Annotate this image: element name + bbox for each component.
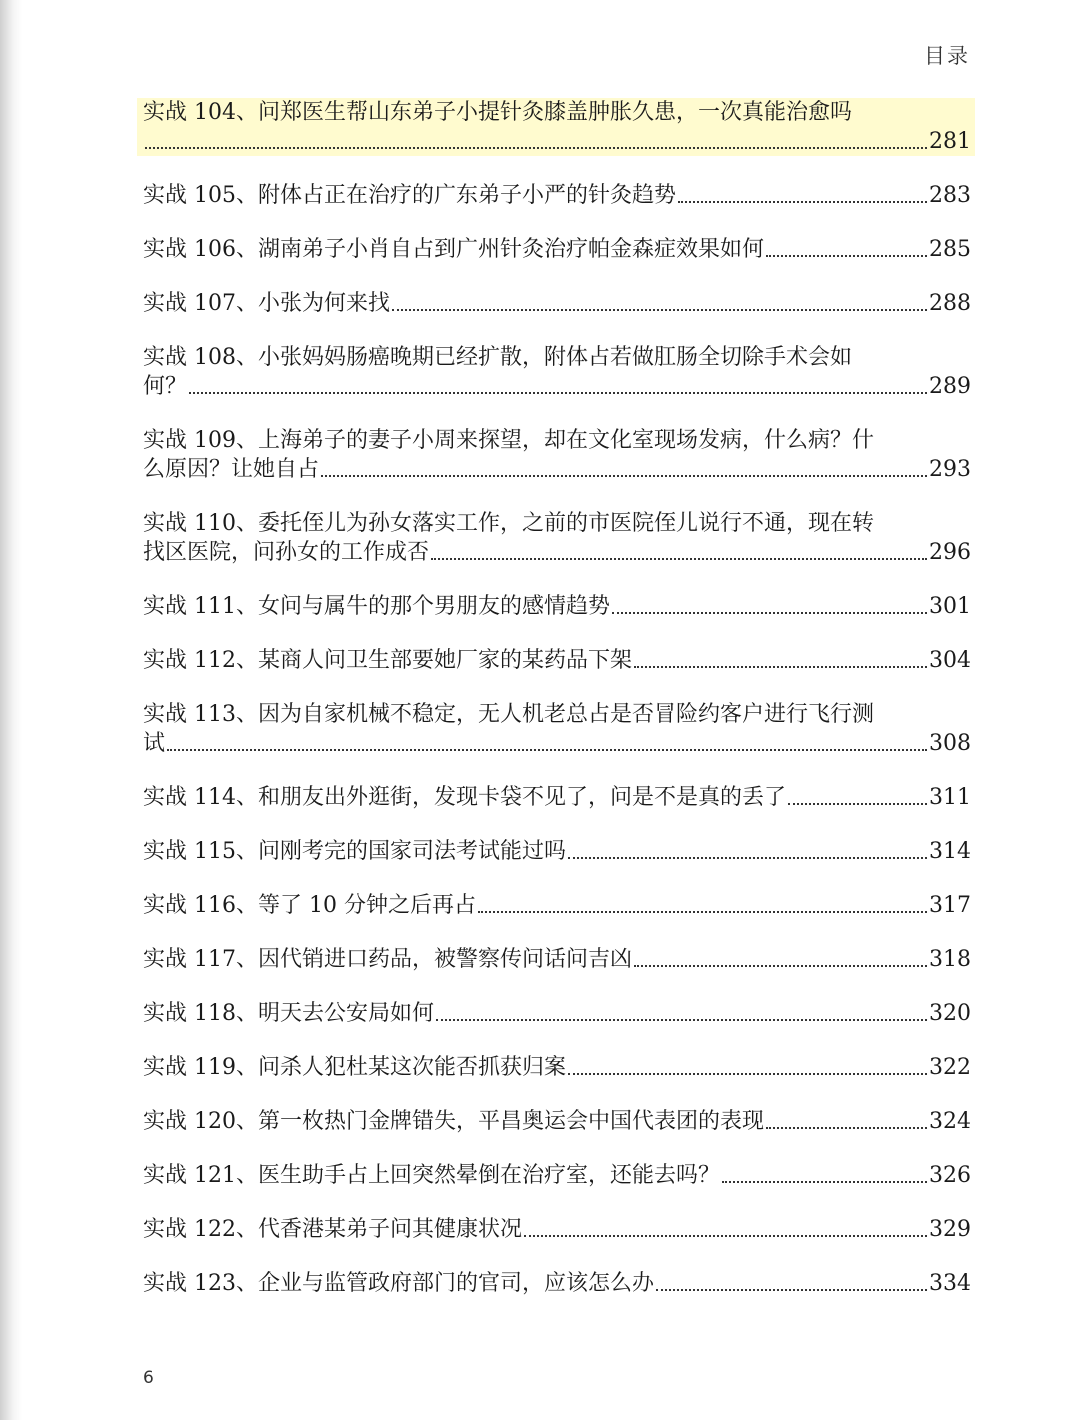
toc-entry[interactable]	[143, 426, 971, 484]
toc-entry[interactable]	[143, 1215, 971, 1244]
toc-entry-page: 304	[929, 648, 971, 673]
toc-dot-leader	[524, 1235, 927, 1237]
toc-dot-leader	[678, 201, 927, 203]
toc-dot-leader	[478, 911, 927, 913]
toc-entry-title: 实战 108、小张妈妈肠癌晚期已经扩散，附体占若做肛肠全切除手术会如	[143, 345, 852, 370]
toc-entry-page: 324	[929, 1109, 971, 1134]
toc-dot-leader	[722, 1181, 927, 1183]
toc-entry-page: 308	[929, 731, 971, 756]
toc-entry-title-continued: 何？	[143, 374, 188, 399]
table-of-contents	[143, 98, 971, 1323]
toc-entry-title: 实战 105、附体占正在治疗的广东弟子小严的针灸趋势	[143, 183, 676, 208]
toc-entry[interactable]	[143, 181, 971, 210]
toc-entry-page: 283	[929, 183, 971, 208]
toc-entry-title: 实战 112、某商人问卫生部要她厂家的某药品下架	[143, 648, 632, 673]
toc-dot-leader	[568, 857, 927, 859]
toc-entry-title: 实战 115、问刚考完的国家司法考试能过吗	[143, 839, 566, 864]
toc-entry-page: 322	[929, 1055, 971, 1080]
toc-dot-leader	[634, 965, 927, 967]
toc-entry-page: 288	[929, 291, 971, 316]
toc-entry-page: 317	[929, 893, 971, 918]
toc-entry-title-continued: 试	[143, 731, 166, 756]
toc-entry[interactable]	[143, 343, 971, 401]
toc-entry-title: 实战 114、和朋友出外逛街，发现卡袋不见了，问是不是真的丢了	[143, 785, 786, 810]
toc-entry-title: 实战 120、第一枚热门金牌错失，平昌奥运会中国代表团的表现	[143, 1109, 764, 1134]
toc-dot-leader	[788, 803, 927, 805]
toc-entry-title: 实战 121、医生助手占上回突然晕倒在治疗室，还能去吗？	[143, 1163, 720, 1188]
toc-entry[interactable]	[143, 783, 971, 812]
toc-entry[interactable]	[143, 1161, 971, 1190]
toc-entry-title: 实战 110、委托侄儿为孙女落实工作，之前的市医院侄儿说行不通，现在转	[143, 511, 874, 536]
toc-entry[interactable]	[143, 837, 971, 866]
toc-entry[interactable]	[143, 891, 971, 920]
toc-entry-title: 实战 117、因代销进口药品，被警察传问话问吉凶	[143, 947, 632, 972]
toc-entry[interactable]	[143, 289, 971, 318]
toc-entry[interactable]	[143, 1107, 971, 1136]
toc-dot-leader	[766, 255, 927, 257]
toc-dot-leader	[145, 147, 927, 149]
toc-entry-page: 281	[929, 129, 971, 154]
toc-entry[interactable]	[143, 509, 971, 567]
toc-entry-page: 329	[929, 1217, 971, 1242]
page-edge-shadow	[0, 0, 22, 1420]
toc-entry-title: 实战 106、湖南弟子小肖自占到广州针灸治疗帕金森症效果如何	[143, 237, 764, 262]
toc-entry-title: 实战 104、问郑医生帮山东弟子小提针灸膝盖肿胀久患，一次真能治愈吗	[143, 100, 852, 125]
toc-dot-leader	[634, 666, 927, 668]
toc-entry-title-continued: 么原因？让她自占	[143, 457, 320, 482]
toc-dot-leader	[612, 612, 927, 614]
toc-entry[interactable]	[143, 1269, 971, 1298]
toc-dot-leader	[656, 1289, 927, 1291]
toc-entry-title: 实战 116、等了 10 分钟之后再占	[143, 893, 476, 918]
toc-entry-page: 318	[929, 947, 971, 972]
toc-entry-page: 285	[929, 237, 971, 262]
toc-entry-title: 实战 122、代香港某弟子问其健康状况	[143, 1217, 522, 1242]
toc-entry-line2	[143, 127, 971, 156]
toc-dot-leader	[167, 749, 927, 751]
toc-entry-page: 314	[929, 839, 971, 864]
toc-entry-page: 320	[929, 1001, 971, 1026]
toc-entry-line2	[143, 455, 971, 484]
toc-entry-title: 实战 113、因为自家机械不稳定，无人机老总占是否冒险约客户进行飞行测	[143, 702, 874, 727]
toc-dot-leader	[431, 558, 927, 560]
toc-entry[interactable]	[143, 999, 971, 1028]
toc-dot-leader	[568, 1073, 927, 1075]
toc-dot-leader	[392, 309, 927, 311]
toc-entry-page: 293	[929, 457, 971, 482]
toc-entry-line1	[143, 426, 971, 455]
toc-entry-page: 311	[929, 785, 971, 810]
toc-entry-line2	[143, 538, 971, 567]
page-number: 6	[143, 1368, 154, 1388]
toc-entry-title: 实战 107、小张为何来找	[143, 291, 390, 316]
toc-entry-title: 实战 118、明天去公安局如何	[143, 1001, 434, 1026]
toc-entry-page: 334	[929, 1271, 971, 1296]
toc-entry-line1	[143, 343, 971, 372]
toc-entry[interactable]	[143, 646, 971, 675]
toc-entry[interactable]	[143, 700, 971, 758]
toc-dot-leader	[436, 1019, 927, 1021]
toc-entry-title-continued: 找区医院，问孙女的工作成否	[143, 540, 430, 565]
toc-entry-page: 326	[929, 1163, 971, 1188]
toc-entry-line1	[143, 509, 971, 538]
toc-entry-page: 296	[929, 540, 971, 565]
toc-entry[interactable]	[143, 945, 971, 974]
toc-entry-title: 实战 109、上海弟子的妻子小周来探望，却在文化室现场发病，什么病？什	[143, 428, 874, 453]
toc-entry[interactable]	[143, 1053, 971, 1082]
toc-entry-line1	[143, 700, 971, 729]
toc-dot-leader	[189, 392, 927, 394]
toc-entry-title: 实战 111、女问与属牛的那个男朋友的感情趋势	[143, 594, 610, 619]
toc-entry-line1	[143, 98, 971, 127]
toc-entry[interactable]	[137, 98, 975, 156]
toc-entry-line2	[143, 372, 971, 401]
toc-entry-page: 289	[929, 374, 971, 399]
toc-entry-line2	[143, 729, 971, 758]
toc-entry-page: 301	[929, 594, 971, 619]
running-header: 目录	[924, 44, 970, 68]
toc-entry-title: 实战 119、问杀人犯杜某这次能否抓获归案	[143, 1055, 566, 1080]
toc-entry[interactable]	[143, 592, 971, 621]
toc-dot-leader	[766, 1127, 927, 1129]
toc-dot-leader	[321, 475, 927, 477]
toc-entry[interactable]	[143, 235, 971, 264]
toc-entry-title: 实战 123、企业与监管政府部门的官司，应该怎么办	[143, 1271, 654, 1296]
